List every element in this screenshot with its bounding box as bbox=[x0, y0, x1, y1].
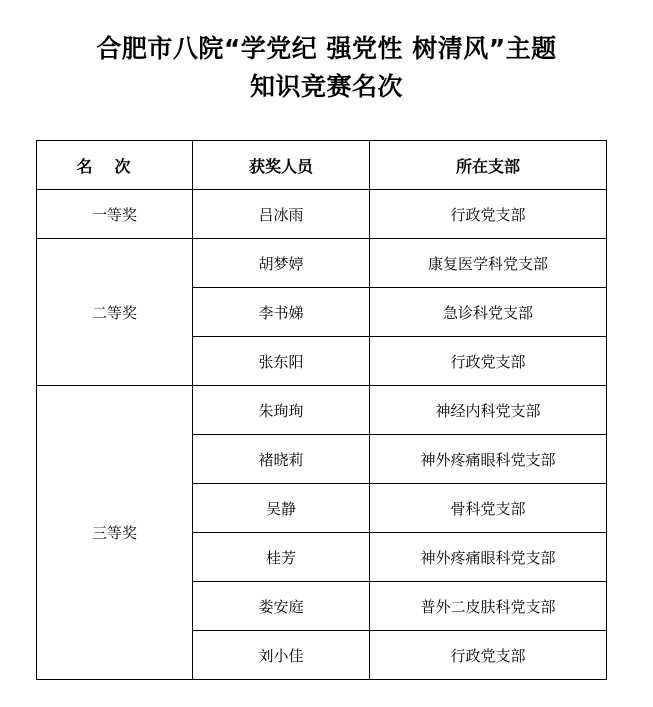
table-row bbox=[37, 386, 607, 435]
winner-name: 刘小佳 bbox=[193, 631, 370, 680]
winner-branch: 神外疼痛眼科党支部 bbox=[370, 533, 607, 582]
winner-branch: 普外二皮肤科党支部 bbox=[370, 582, 607, 631]
rank-cell: 三等奖 bbox=[37, 386, 193, 680]
winner-name: 李书娣 bbox=[193, 288, 370, 337]
table-row bbox=[37, 190, 607, 239]
winner-branch: 行政党支部 bbox=[370, 190, 607, 239]
winner-branch: 行政党支部 bbox=[370, 631, 607, 680]
document-title-line-1: 合肥市八院“学党纪 强党性 树清风”主题 bbox=[96, 34, 557, 63]
header-rank: 名次 bbox=[37, 141, 193, 190]
rank-cell: 二等奖 bbox=[37, 239, 193, 386]
winner-branch: 康复医学科党支部 bbox=[370, 239, 607, 288]
winner-name: 褚晓莉 bbox=[193, 435, 370, 484]
rank-cell: 一等奖 bbox=[37, 190, 193, 239]
winner-name: 张东阳 bbox=[193, 337, 370, 386]
winner-branch: 骨科党支部 bbox=[370, 484, 607, 533]
winner-name: 胡梦婷 bbox=[193, 239, 370, 288]
table-header-row bbox=[37, 141, 607, 190]
winner-name: 朱珣珣 bbox=[193, 386, 370, 435]
winner-name: 吕冰雨 bbox=[193, 190, 370, 239]
winner-branch: 急诊科党支部 bbox=[370, 288, 607, 337]
winner-name: 吴静 bbox=[193, 484, 370, 533]
results-table bbox=[36, 140, 607, 680]
winner-branch: 神经内科党支部 bbox=[370, 386, 607, 435]
document-title-line-2: 知识竞赛名次 bbox=[249, 72, 403, 101]
winner-name: 娄安庭 bbox=[193, 582, 370, 631]
winner-branch: 行政党支部 bbox=[370, 337, 607, 386]
winner-branch: 神外疼痛眼科党支部 bbox=[370, 435, 607, 484]
winner-name: 桂芳 bbox=[193, 533, 370, 582]
header-branch: 所在支部 bbox=[370, 141, 607, 190]
table-row bbox=[37, 239, 607, 288]
header-winner: 获奖人员 bbox=[193, 141, 370, 190]
